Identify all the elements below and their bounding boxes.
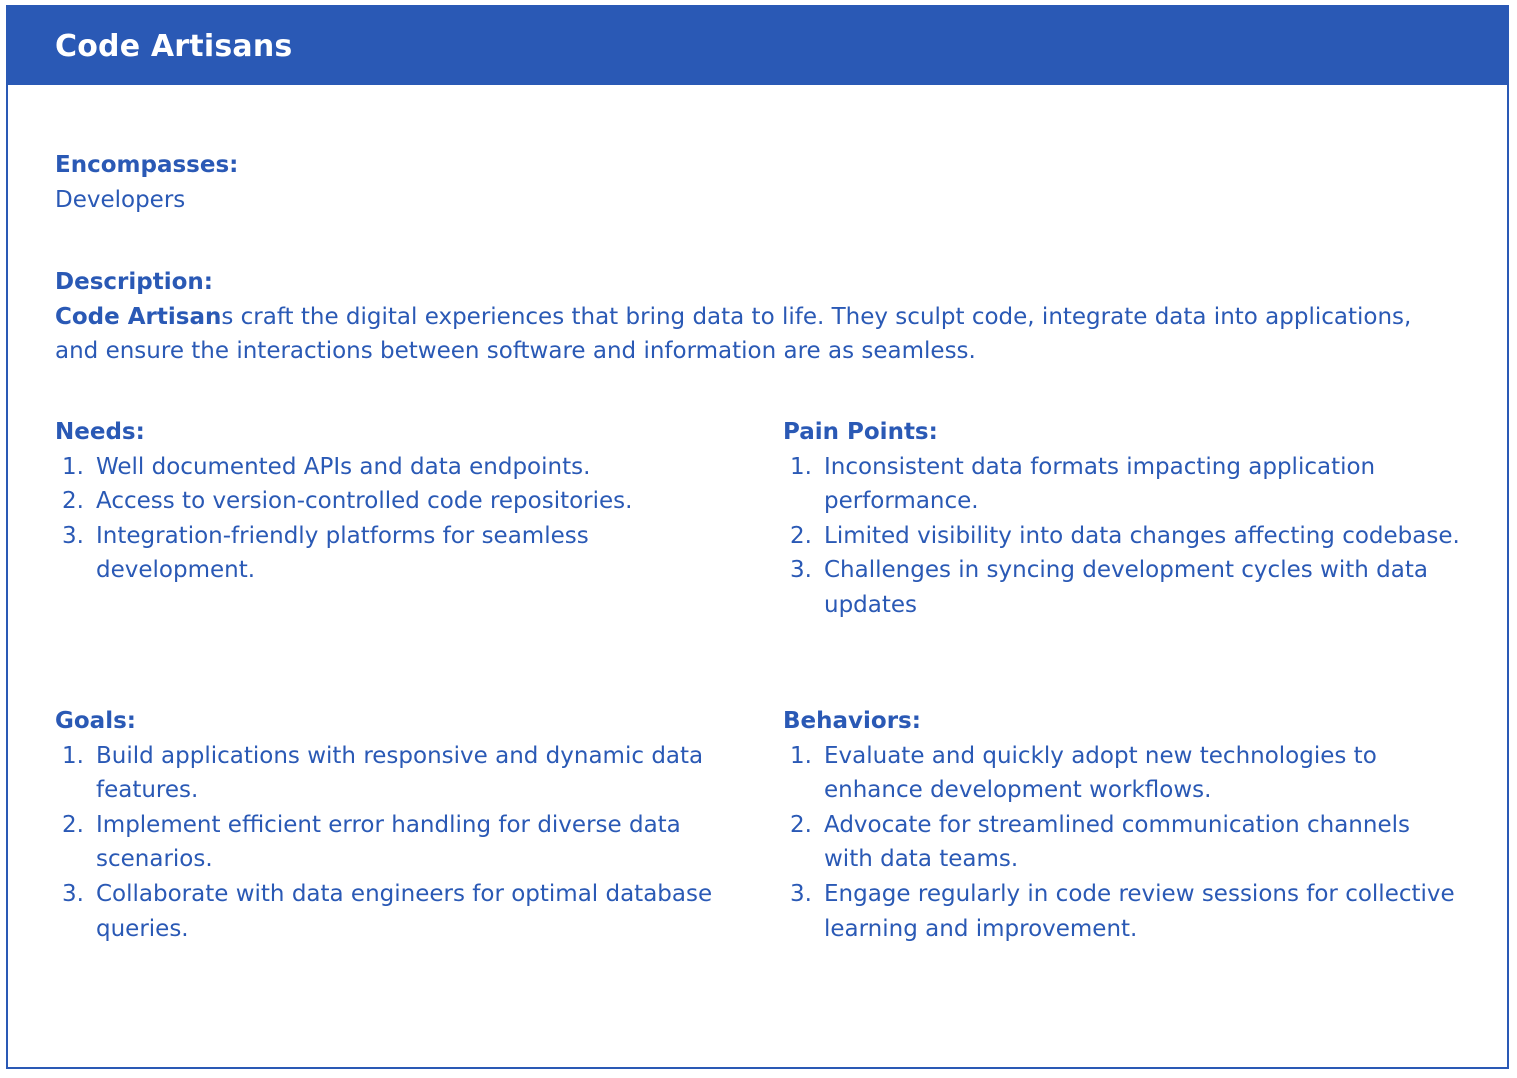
list-item (55, 519, 735, 588)
encompasses-section (55, 148, 1455, 217)
description-label: Description: (55, 269, 213, 295)
list-text: Evaluate and quickly adopt new technologies to enhance development workflows. (824, 742, 1377, 804)
list-item (783, 519, 1463, 554)
pain-points-list (783, 450, 1463, 623)
description-text (55, 300, 1455, 369)
goals-label: Goals: (55, 708, 136, 734)
needs-list (55, 450, 735, 588)
list-text: Access to version-controlled code repositories. (96, 488, 633, 515)
needs-label: Needs: (55, 419, 145, 445)
list-item (55, 739, 735, 808)
list-text: Engage regularly in code review sessions for collective learning and improvement. (824, 880, 1455, 942)
behaviors-label: Behaviors: (783, 708, 921, 734)
list-item (783, 553, 1463, 622)
list-text: Well documented APIs and data endpoints. (96, 453, 591, 480)
list-number: 2. (790, 811, 812, 838)
list-item (783, 450, 1463, 519)
list-text: Integration-friendly platforms for seamless development. (96, 522, 589, 584)
list-number: 2. (62, 488, 84, 515)
list-text: Challenges in syncing development cycles with data updates (824, 557, 1428, 618)
goals-section (55, 704, 735, 946)
encompasses-label: Encompasses: (55, 152, 239, 178)
list-number: 3. (790, 880, 812, 907)
list-number: 3. (62, 522, 84, 549)
list-number: 2. (62, 811, 84, 838)
list-item (55, 484, 735, 519)
description-lead: Code Artisan (55, 303, 222, 330)
list-item (783, 739, 1463, 808)
list-item (783, 808, 1463, 877)
card-title: Code Artisans (55, 28, 293, 64)
list-text: Collaborate with data engineers for optimal database queries. (96, 880, 713, 942)
list-text: Limited visibility into data changes affecting codebase. (824, 522, 1460, 549)
list-text: Build applications with responsive and dynamic data features. (96, 742, 704, 804)
card-header (8, 7, 1507, 85)
list-number: 3. (790, 557, 812, 584)
pain-points-label: Pain Points: (783, 419, 938, 445)
list-item (55, 877, 735, 946)
list-item (55, 808, 735, 877)
persona-card (6, 5, 1509, 1069)
list-text: Inconsistent data formats impacting application performance. (824, 453, 1376, 515)
encompasses-value: Developers (55, 186, 186, 213)
behaviors-section (783, 704, 1463, 946)
list-number: 2. (790, 522, 812, 549)
behaviors-list (783, 739, 1463, 947)
list-item (783, 877, 1463, 946)
description-section (55, 265, 1455, 369)
list-number: 1. (62, 453, 84, 480)
list-number: 1. (62, 742, 84, 769)
description-body: s craft the digital experiences that bring data to life. They sculpt code, integrate data into applications, and ensure the interactions between software and information are as seamless. (55, 303, 1412, 365)
list-text: Advocate for streamlined communication channels with data teams. (824, 811, 1410, 873)
needs-section (55, 415, 735, 588)
list-item (55, 450, 735, 485)
pain-points-section (783, 415, 1463, 623)
list-number: 1. (790, 742, 812, 769)
list-number: 1. (790, 453, 812, 480)
goals-list (55, 739, 735, 947)
list-text: Implement efficient error handling for diverse data scenarios. (96, 811, 681, 873)
list-number: 3. (62, 880, 84, 907)
